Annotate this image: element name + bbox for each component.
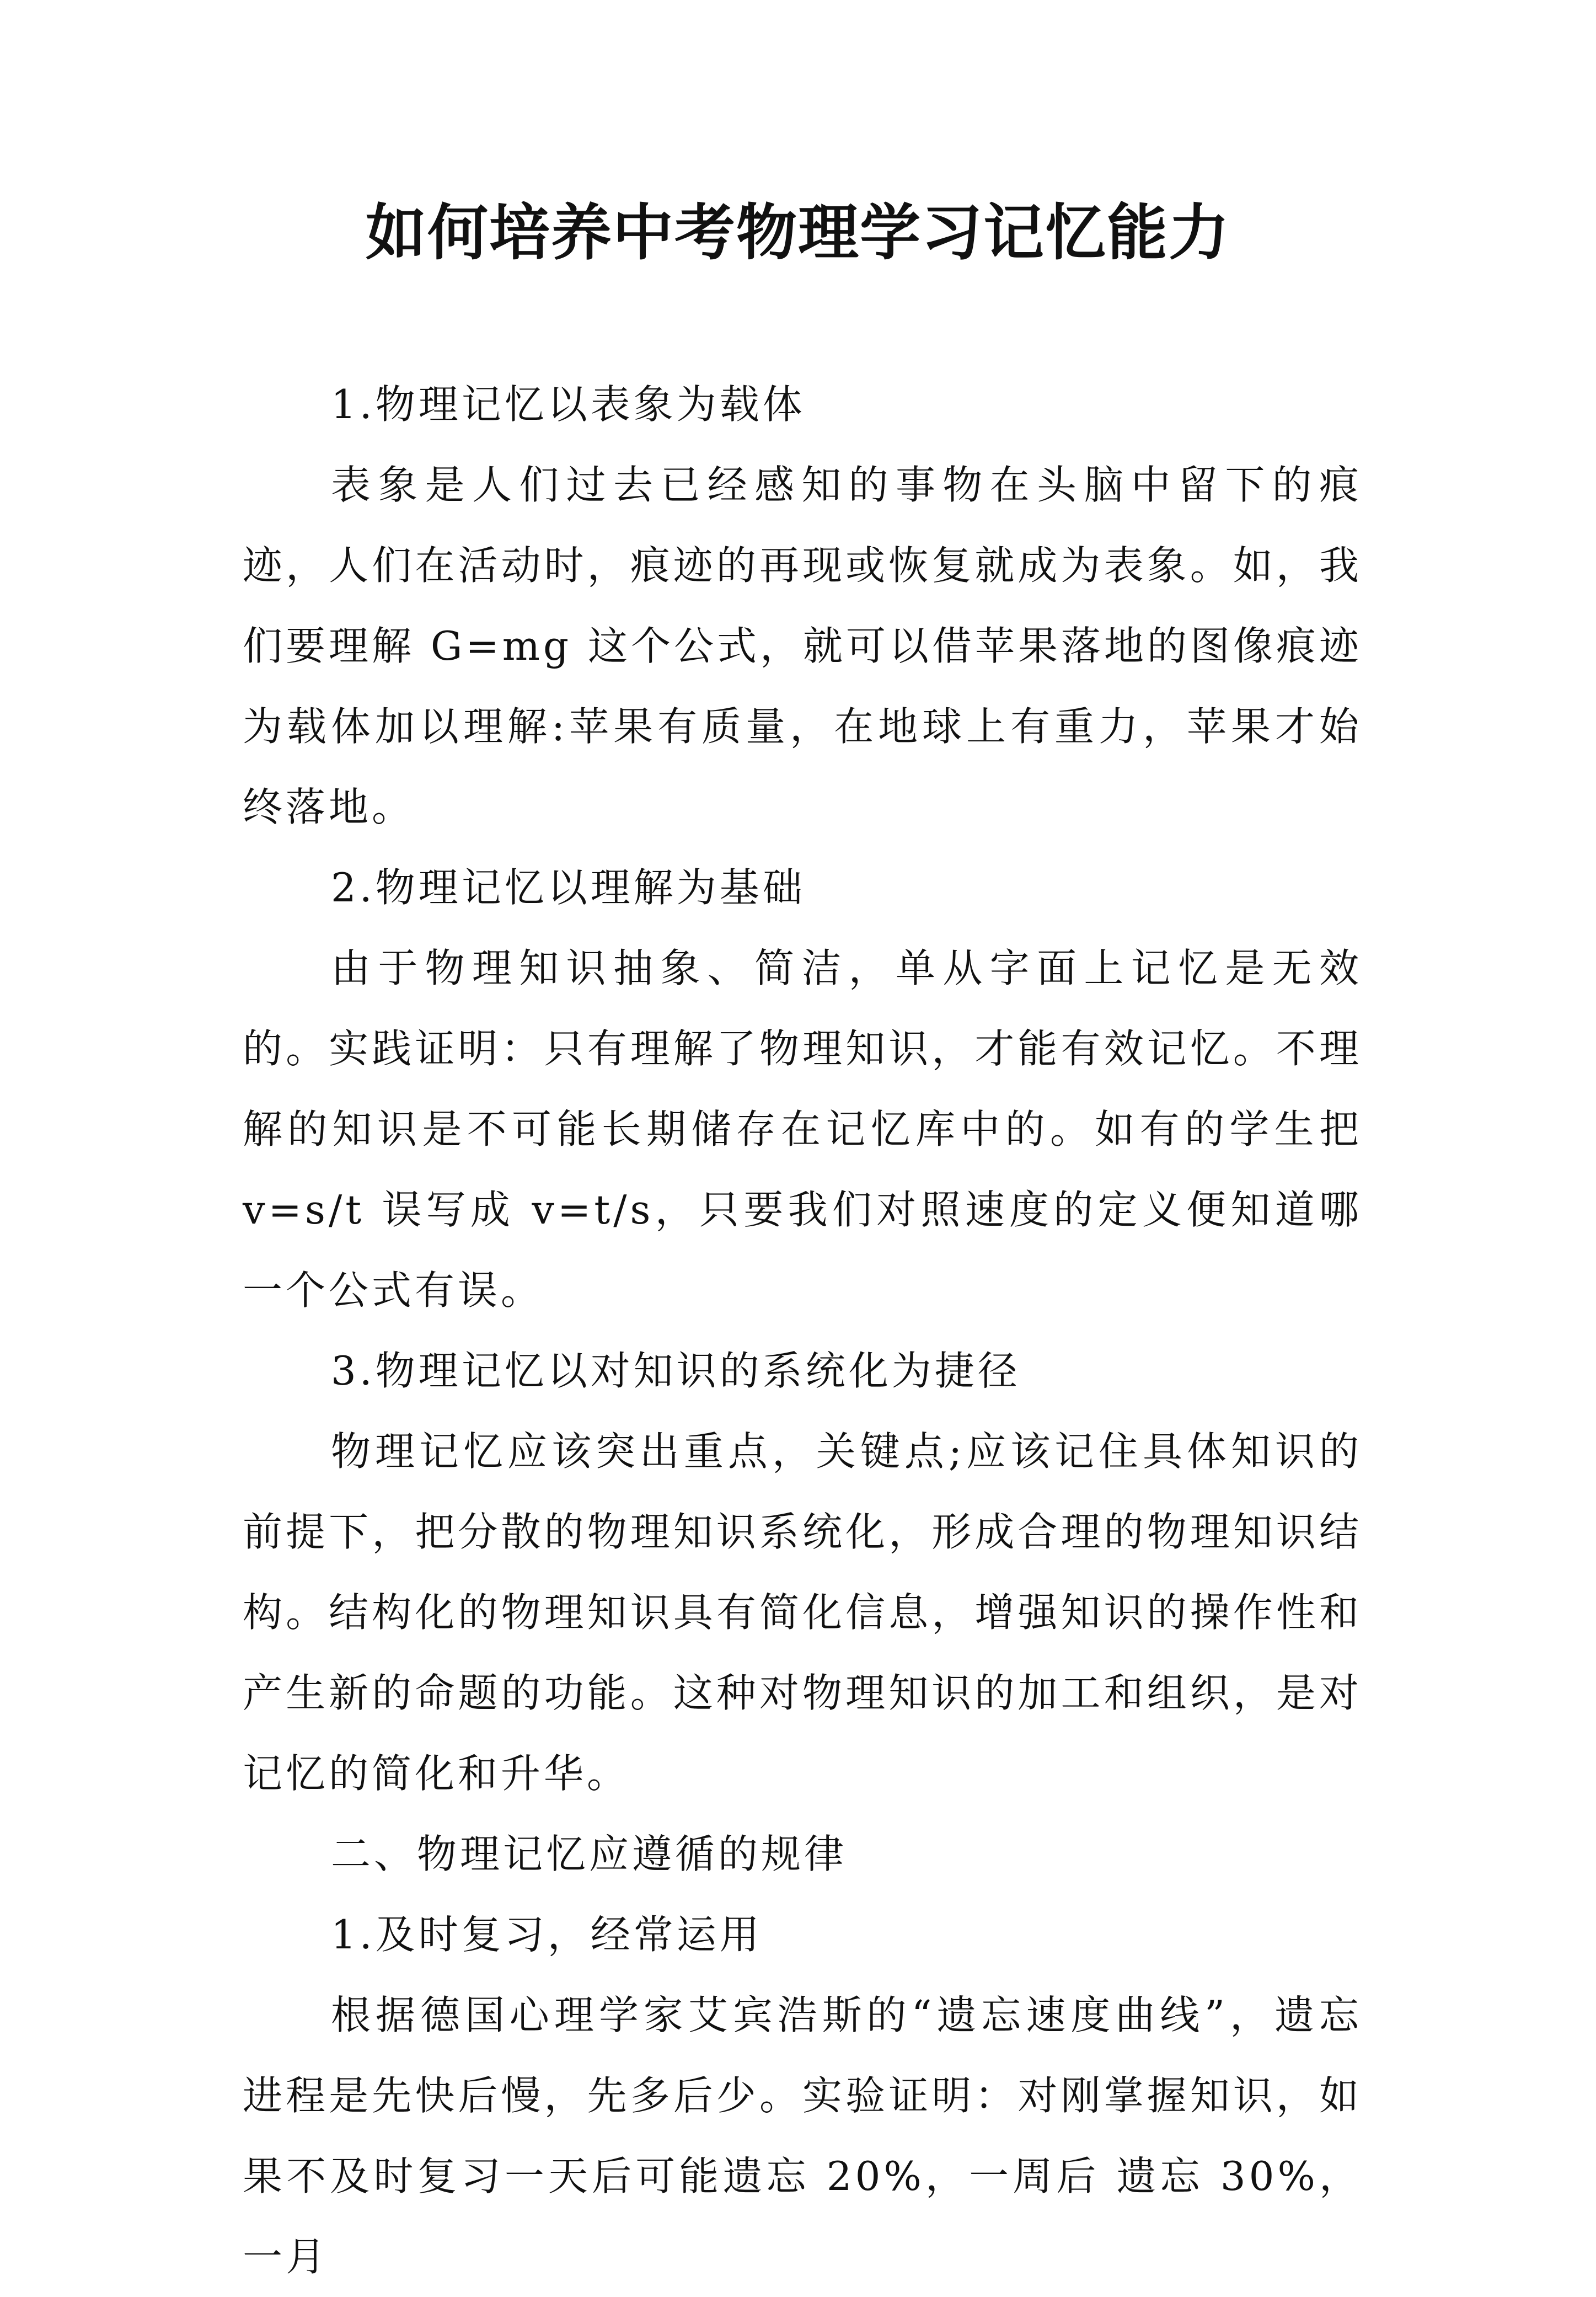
heading-2-1: 1.及时复习，经常运用 (331, 1911, 763, 1958)
section-heading-2: 二、物理记忆应遵循的规律 (331, 1831, 848, 1877)
heading-1-3: 3.物理记忆以对知识的系统化为捷径 (331, 1348, 1021, 1394)
heading-1-1: 1.物理记忆以表象为载体 (331, 381, 806, 428)
paragraph: 由于物理知识抽象、简洁，单从字面上记忆是无效的。实践证明：只有理解了物理知识，才能有效记忆。不理解的知识是不可能长期储存在记忆库中的。如有的学生把 v=s/t 误写成 v=t/s，只要我们对照速度的定义便知道哪一个公式有误。 (243, 945, 1362, 1313)
heading-1-2: 2.物理记忆以理解为基础 (331, 864, 806, 911)
paragraph: 根据德国心理学家艾宾浩斯的“遗忘速度曲线”，遗忘进程是先快后慢，先多后少。实验证明：对刚掌握知识，如果不及时复习一天后可能遗忘 20%，一周后 遗忘 30%，一月 (243, 1992, 1362, 2280)
document-body (243, 364, 1362, 2297)
paragraph: 物理记忆应该突出重点，关键点;应该记住具体知识的前提下，把分散的物理知识系统化，形成合理的物理知识结构。结构化的物理知识具有简化信息，增强知识的操作性和产生新的命题的功能。这种对物理知识的加工和组织，是对记忆的简化和升华。 (243, 1428, 1362, 1797)
document-title: 如何培养中考物理学习记忆能力 (366, 197, 1230, 268)
paragraph: 表象是人们过去已经感知的事物在头脑中留下的痕迹，人们在活动时，痕迹的再现或恢复就成为表象。如，我们要理解 G=mg 这个公式，就可以借苹果落地的图像痕迹为载体加以理解:苹果有质量，在地球上有重力，苹果才始终落地。 (243, 462, 1362, 830)
